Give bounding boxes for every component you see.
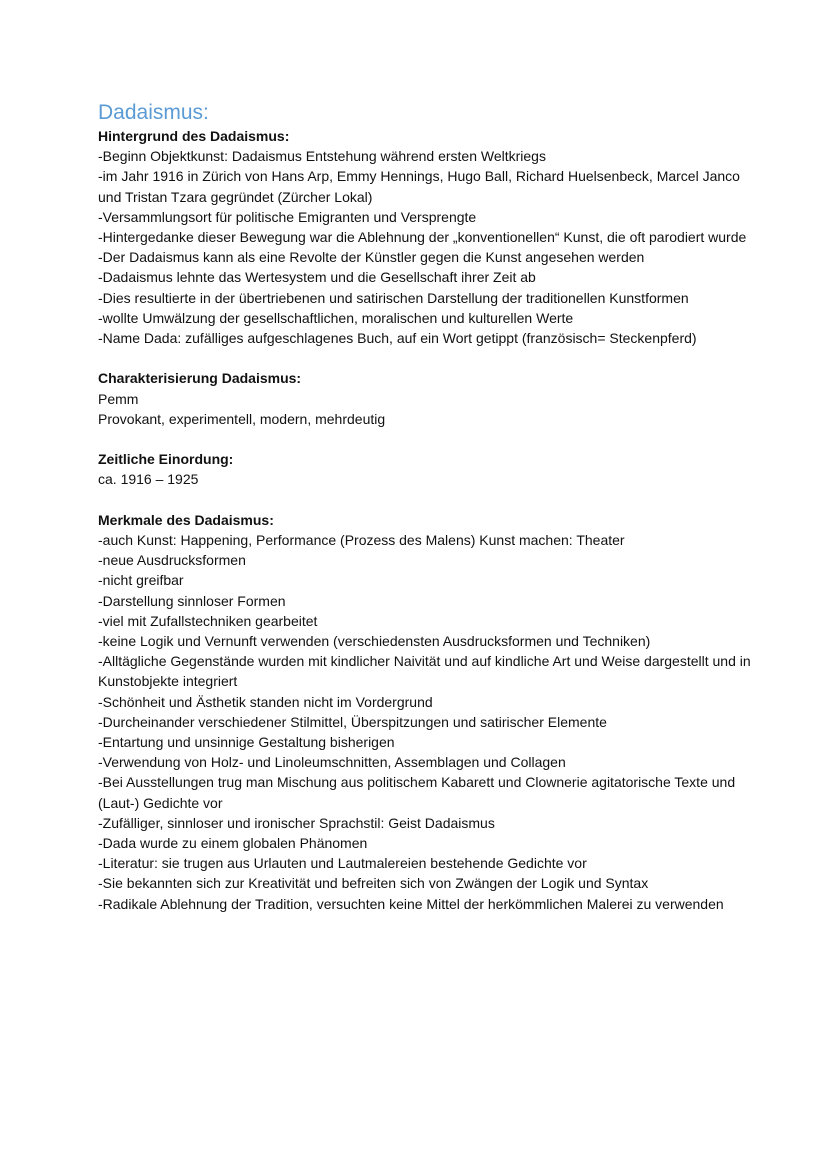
list-item: -neue Ausdrucksformen	[98, 552, 246, 569]
document-page	[98, 100, 758, 914]
section-zeitliche-einordnung	[98, 449, 758, 489]
section-charakterisierung	[98, 368, 758, 429]
list-item: -Durcheinander verschiedener Stilmittel, Überspitzungen und satirischer Elemente	[98, 713, 607, 730]
section-merkmale	[98, 510, 758, 914]
section-heading: Hintergrund des Dadaismus:	[98, 128, 290, 144]
list-item: -Verwendung von Holz- und Linoleumschnitten, Assemblagen und Collagen	[98, 754, 566, 771]
paragraph-spacer	[98, 348, 758, 368]
paragraph-spacer	[98, 429, 758, 449]
list-item: -Sie bekannten sich zur Kreativität und befreiten sich von Zwängen der Logik und Syntax	[98, 875, 649, 892]
list-item: -Darstellung sinnloser Formen	[98, 592, 286, 609]
list-item: -Zufälliger, sinnloser und ironischer Sprachstil: Geist Dadaismus	[98, 814, 495, 831]
list-item: -Der Dadaismus kann als eine Revolte der Künstler gegen die Kunst angesehen werden	[98, 249, 645, 266]
list-item: -Alltägliche Gegenstände wurden mit kindlicher Naivität und auf kindliche Art und Weise dargestellt und in Kunstobjekte integriert	[98, 653, 751, 690]
list-item: -nicht greifbar	[98, 572, 184, 589]
list-item: -Bei Ausstellungen trug man Mischung aus politischem Kabarett und Clownerie agitatorische Texte und (Laut-) Gedichte vor	[98, 774, 736, 811]
section-hintergrund	[98, 126, 758, 348]
list-item: -Beginn Objektkunst: Dadaismus Entstehung während ersten Weltkriegs	[98, 148, 546, 165]
list-item: ca. 1916 – 1925	[98, 471, 199, 488]
section-heading: Zeitliche Einordung:	[98, 451, 234, 468]
list-item: -auch Kunst: Happening, Performance (Prozess des Malens) Kunst machen: Theater	[98, 532, 625, 549]
list-item: -Literatur: sie trugen aus Urlauten und Lautmalereien bestehende Gedichte vor	[98, 855, 587, 872]
list-item: -Dies resultierte in der übertriebenen und satirischen Darstellung der traditionellen Kunstformen	[98, 289, 689, 306]
section-heading: Merkmale des Dadaismus:	[98, 511, 274, 528]
section-heading: Charakterisierung Dadaismus:	[98, 370, 302, 387]
list-item: -keine Logik und Vernunft verwenden (verschiedensten Ausdrucksformen und Techniken)	[98, 633, 651, 650]
list-item: -Versammlungsort für politische Emigranten und Versprengte	[98, 208, 477, 225]
list-item: -wollte Umwälzung der gesellschaftlichen, moralischen und kulturellen Werte	[98, 309, 574, 326]
list-item: Pemm	[98, 390, 139, 407]
list-item: -im Jahr 1916 in Zürich von Hans Arp, Emmy Hennings, Hugo Ball, Richard Huelsenbeck, Marcel Janco und Tristan Tzara gegründet (Zürcher Lokal)	[98, 168, 740, 205]
list-item: Provokant, experimentell, modern, mehrdeutig	[98, 410, 386, 427]
list-item: -Name Dada: zufälliges aufgeschlagenes Buch, auf ein Wort getippt (französisch= Steckenpferd)	[98, 330, 697, 347]
list-item: -Hintergedanke dieser Bewegung war die Ablehnung der „konventionellen“ Kunst, die oft parodiert wurde	[98, 229, 747, 246]
list-item: -Schönheit und Ästhetik standen nicht im Vordergrund	[98, 693, 433, 710]
document-title: Dadaismus:	[98, 101, 209, 124]
list-item: -Radikale Ablehnung der Tradition, versuchten keine Mittel der herkömmlichen Malerei zu verwenden	[98, 895, 724, 912]
paragraph-spacer	[98, 490, 758, 510]
list-item: -Entartung und unsinnige Gestaltung bisherigen	[98, 734, 395, 751]
list-item: -viel mit Zufallstechniken gearbeitet	[98, 612, 318, 629]
list-item: -Dadaismus lehnte das Wertesystem und die Gesellschaft ihrer Zeit ab	[98, 269, 536, 286]
list-item: -Dada wurde zu einem globalen Phänomen	[98, 835, 368, 852]
